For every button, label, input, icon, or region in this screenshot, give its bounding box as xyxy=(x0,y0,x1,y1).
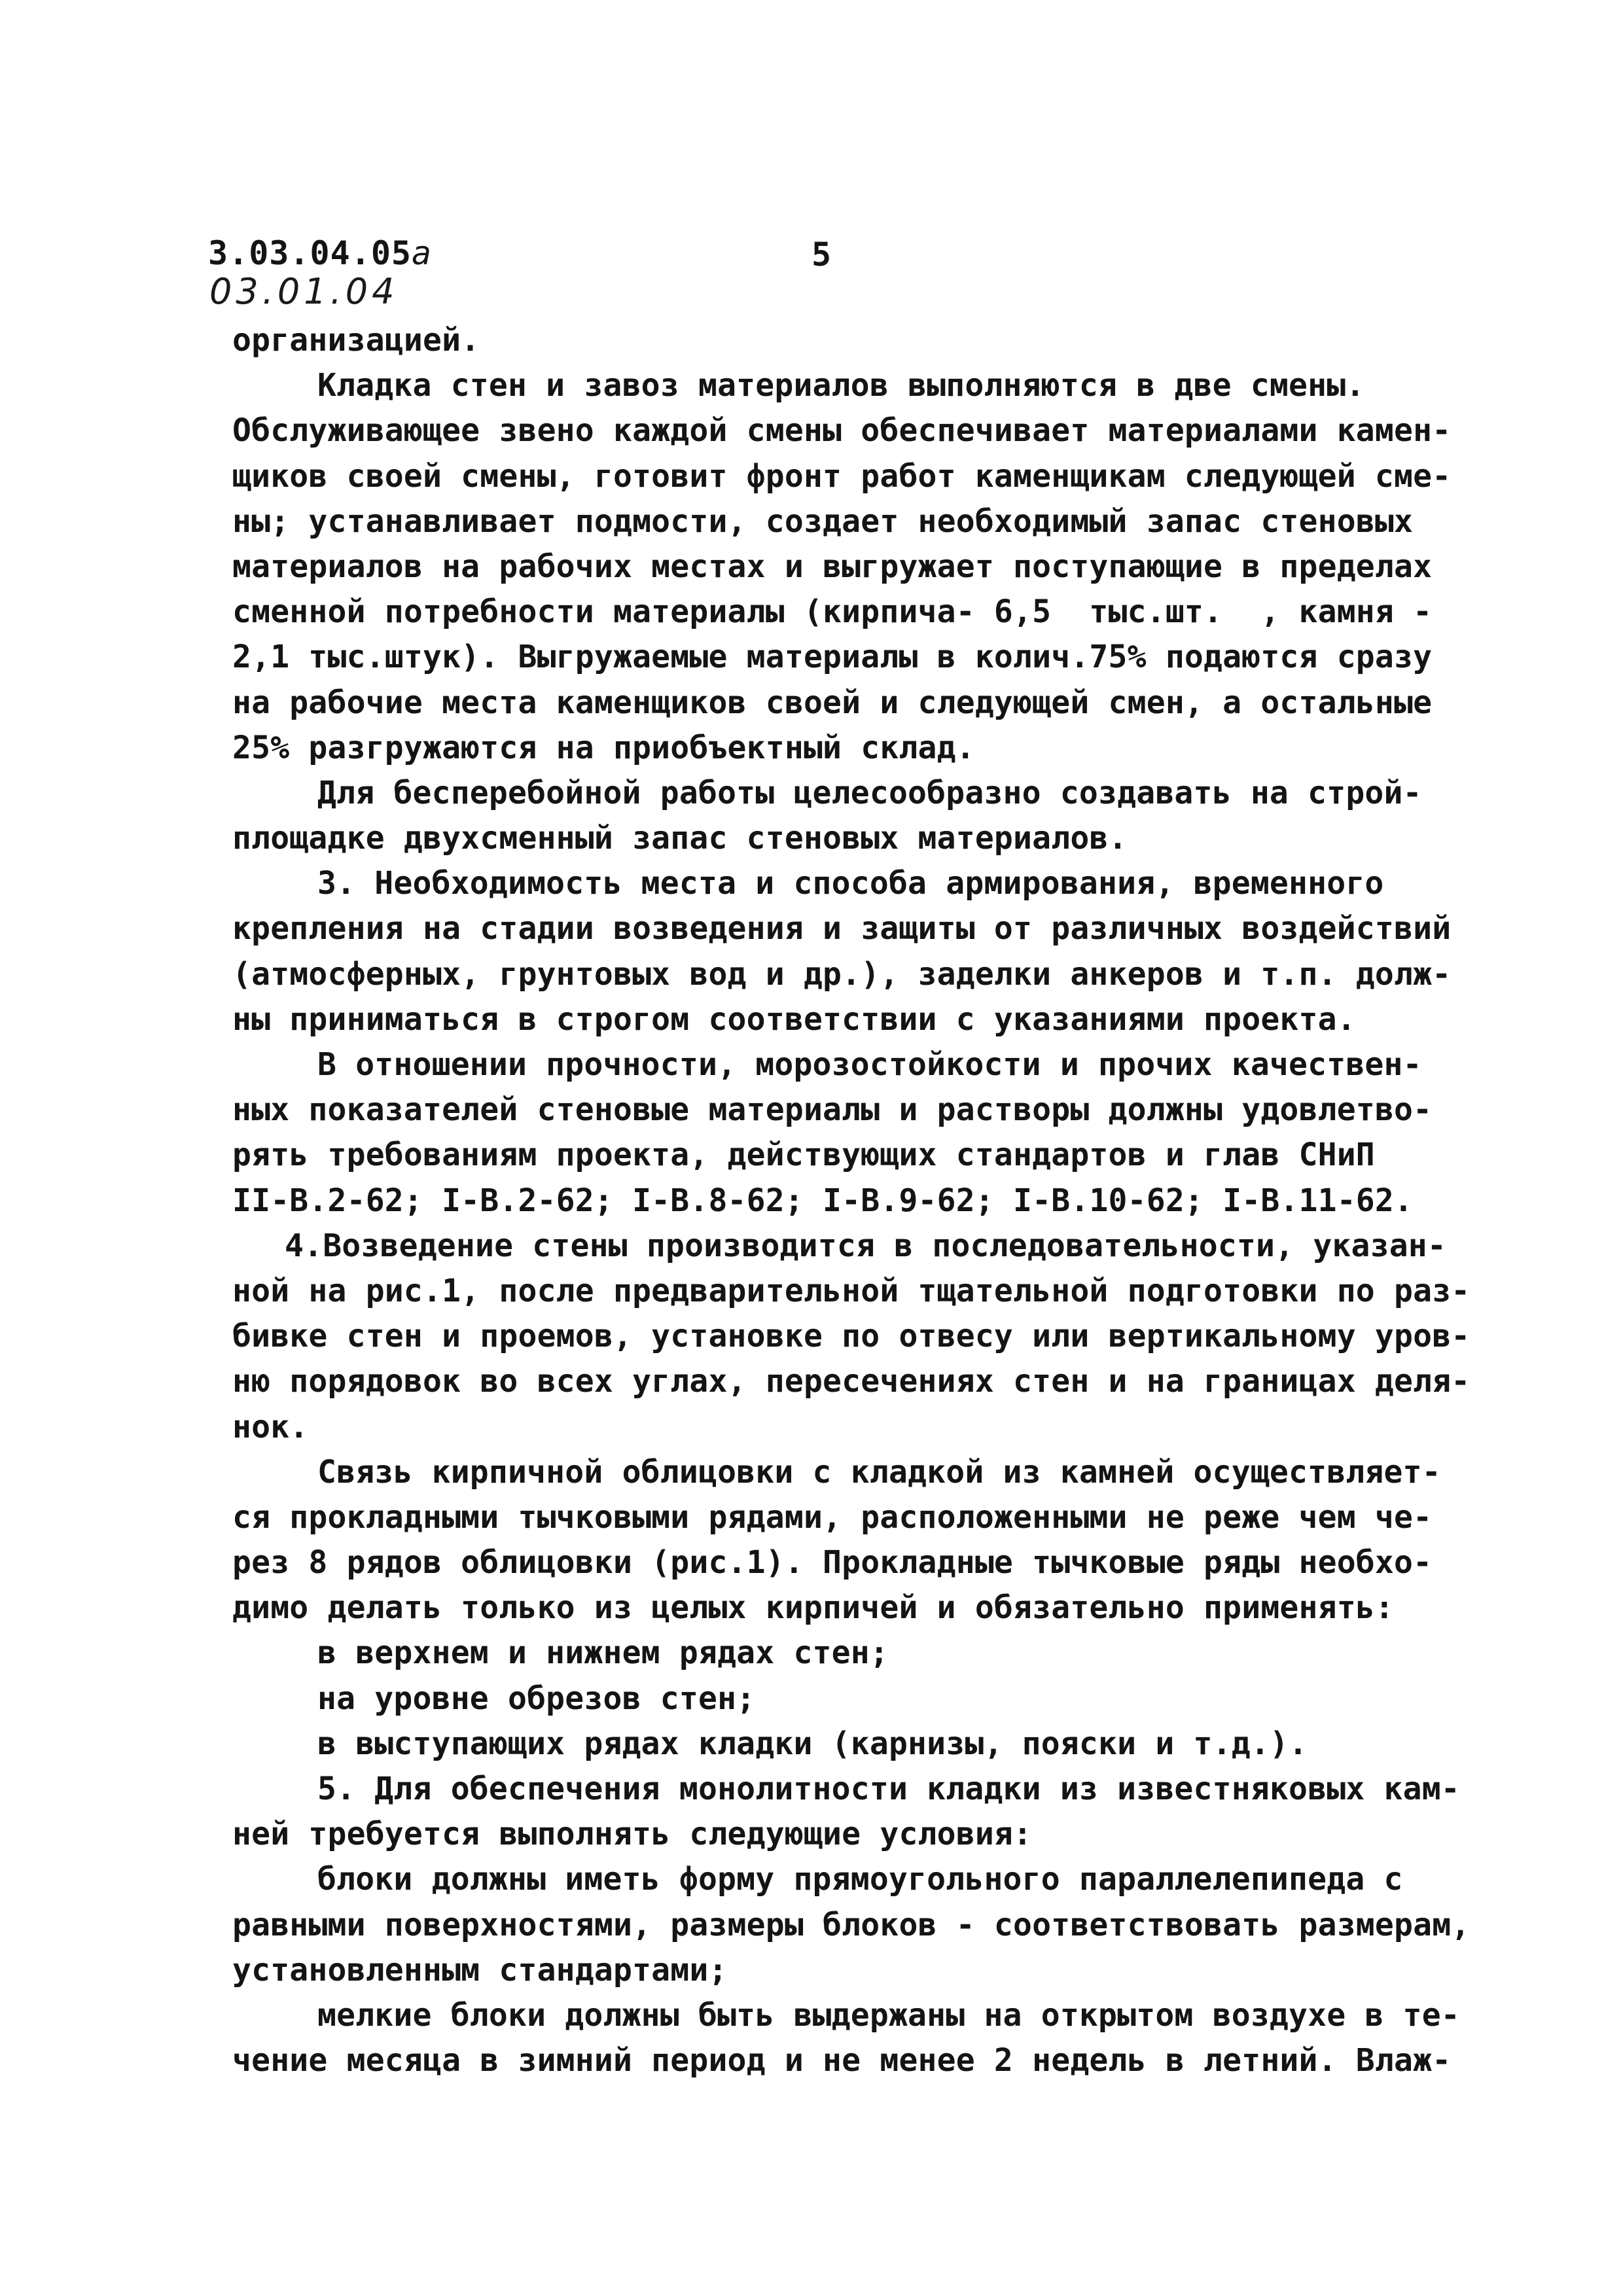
text-line: Обслуживающее звено каждой смены обеспечивает материалами камен- xyxy=(232,412,1452,450)
text-line: материалов на рабочих местах и выгружает поступающие в пределах xyxy=(232,548,1433,585)
text-line: сменной потребности материалы (кирпича- 6,5 тыс.шт. , камня - xyxy=(232,593,1433,631)
text-line: организацией. xyxy=(232,322,480,359)
text-line: В отношении прочности, морозостойкости и прочих качествен- xyxy=(317,1046,1422,1083)
document-code-suffix: а xyxy=(412,234,433,272)
text-line: 25% разгружаются на приобъектный склад. xyxy=(232,729,975,766)
document-code xyxy=(208,234,432,272)
text-line: ню порядовок во всех углах, пересечениях стен и на границах деля- xyxy=(232,1363,1471,1400)
text-line: 5. Для обеспечения монолитности кладки из известняковых кам- xyxy=(317,1771,1460,1807)
text-line: рять требованиям проекта, действующих стандартов и глав СНиП xyxy=(232,1137,1375,1174)
text-line: на рабочие места каменщиков своей и следующей смен, а остальные xyxy=(232,684,1433,721)
text-line: площадке двухсменный запас стеновых материалов. xyxy=(232,820,1128,857)
text-line: (атмосферных, грунтовых вод и др.), заделки анкеров и т.п. долж- xyxy=(232,955,1452,993)
text-line: ся прокладными тычковыми рядами, расположенными не реже чем че- xyxy=(232,1498,1433,1536)
text-line: нок. xyxy=(232,1408,309,1445)
text-line: мелкие блоки должны быть выдержаны на открытом воздухе в те- xyxy=(317,1996,1460,2034)
text-line: ной на рис.1, после предварительной тщательной подготовки по раз- xyxy=(232,1272,1471,1309)
text-line: димо делать только из целых кирпичей и обязательно применять: xyxy=(232,1589,1395,1627)
text-line: в верхнем и нижнем рядах стен; xyxy=(317,1634,889,1672)
text-line: ны; устанавливает подмости, создает необходимый запас стеновых xyxy=(232,503,1414,540)
text-line: установленным стандартами; xyxy=(232,1951,728,1988)
document-code-number: 3.03.04.05 xyxy=(208,234,412,272)
text-line: в выступающих рядах кладки (карнизы, пояски и т.д.). xyxy=(317,1725,1308,1762)
text-line: II-В.2-62; I-В.2-62; I-В.8-62; I-В.9-62; I-В.10-62; I-В.11-62. xyxy=(232,1182,1414,1219)
text-line: блоки должны иметь форму прямоугольного параллелепипеда с xyxy=(317,1861,1403,1898)
text-line: 2,1 тыс.штук). Выгружаемые материалы в колич.75% подаются сразу xyxy=(232,639,1433,676)
text-line: равными поверхностями, размеры блоков - соответствовать размерам, xyxy=(232,1906,1471,1943)
text-line: 4.Возведение стены производится в последовательности, указан- xyxy=(285,1227,1447,1264)
text-line: 3. Необходимость места и способа армирования, временного xyxy=(317,865,1384,902)
text-line: чение месяца в зимний период и не менее 2 недель в летний. Влаж- xyxy=(232,2042,1452,2079)
page-number: 5 xyxy=(812,236,832,274)
text-line: крепления на стадии возведения и защиты от различных воздействий xyxy=(232,910,1452,947)
text-line: ны приниматься в строгом соответствии с указаниями проекта. xyxy=(232,1000,1356,1038)
text-line: Для бесперебойной работы целесообразно создавать на строй- xyxy=(317,774,1422,811)
text-line: Связь кирпичной облицовки с кладкой из камней осуществляет- xyxy=(317,1453,1441,1491)
handwritten-note: 03.01.04 xyxy=(209,271,399,312)
body-text xyxy=(232,318,1476,2083)
text-line: ных показателей стеновые материалы и растворы должны удовлетво- xyxy=(232,1091,1433,1129)
text-line: на уровне обрезов стен; xyxy=(317,1680,756,1717)
text-line: щиков своей смены, готовит фронт работ каменщикам следующей сме- xyxy=(232,457,1452,495)
text-line: ней требуется выполнять следующие условия: xyxy=(232,1816,1033,1853)
text-line: бивке стен и проемов, установке по отвесу или вертикальному уров- xyxy=(232,1318,1471,1355)
text-line: Кладка стен и завоз материалов выполняются в две смены. xyxy=(317,367,1365,404)
text-line: рез 8 рядов облицовки (рис.1). Прокладные тычковые ряды необхо- xyxy=(232,1544,1433,1581)
